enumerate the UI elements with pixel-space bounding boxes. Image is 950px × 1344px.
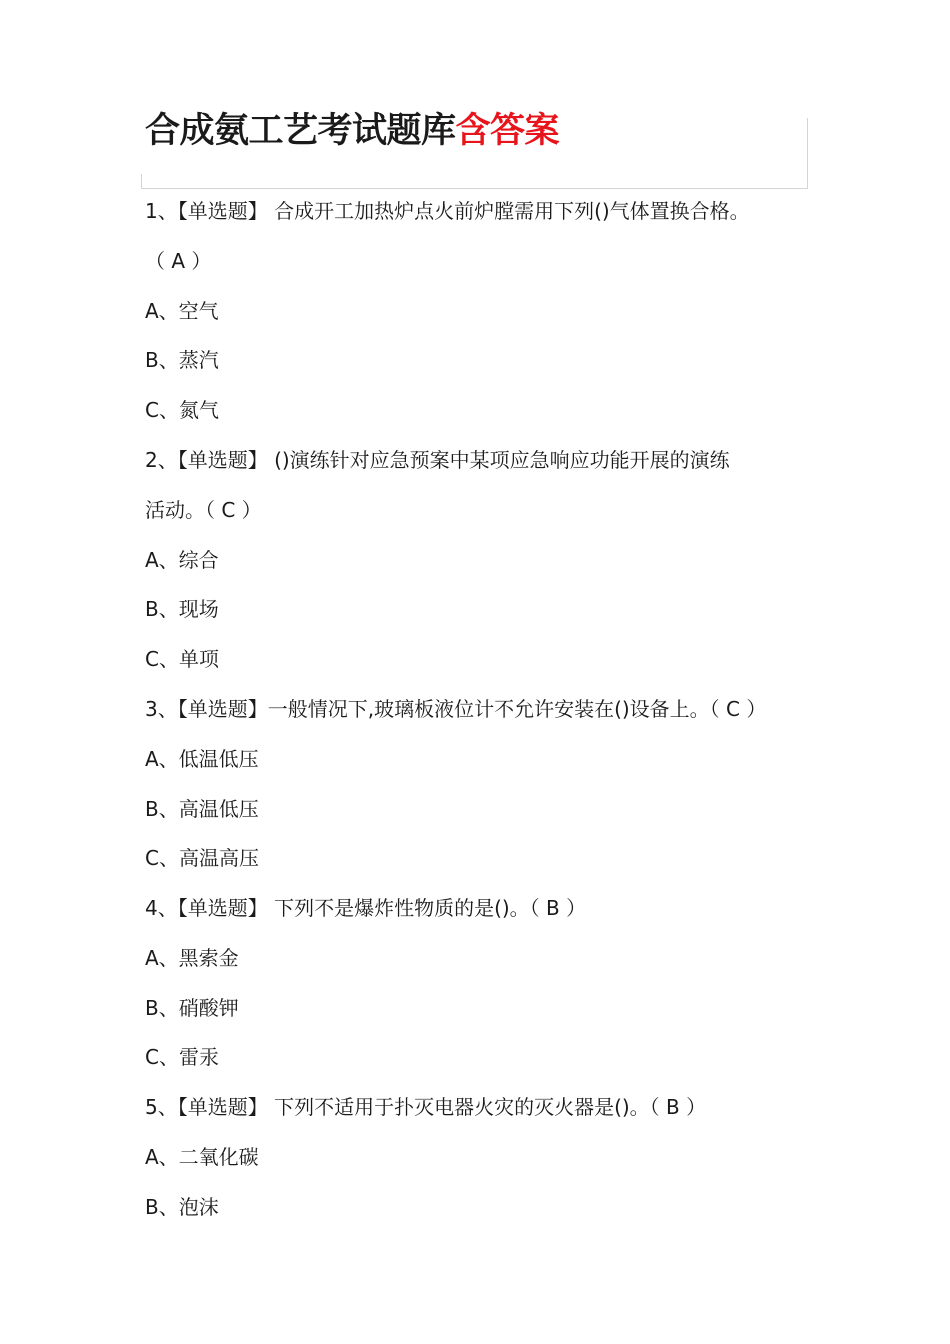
- question-2-option-a: A、综合: [145, 548, 219, 572]
- question-1-option-b: B、蒸汽: [145, 348, 219, 372]
- title-main: 合成氨工艺考试题库: [145, 111, 456, 151]
- document-title: [145, 106, 559, 156]
- question-2-stem: 2、【单选题】 ()演练针对应急预案中某项应急响应功能开展的演练: [145, 448, 730, 472]
- question-3-option-a: A、低温低压: [145, 747, 259, 771]
- question-1-option-a: A、空气: [145, 299, 219, 323]
- question-3-option-c: C、高温高压: [145, 846, 259, 870]
- title-highlight: 含答案: [455, 111, 560, 151]
- question-2-option-b: B、现场: [145, 597, 219, 621]
- question-1-option-c: C、氮气: [145, 398, 219, 422]
- question-1-answer: （ A ）: [145, 249, 212, 273]
- question-4-stem: 4、【单选题】 下列不是爆炸性物质的是()。（ B ）: [145, 896, 587, 920]
- question-4-option-a: A、黑索金: [145, 946, 239, 970]
- title-box: [142, 111, 808, 189]
- question-2-answer: 活动。（ C ）: [145, 498, 262, 522]
- question-3-option-b: B、高温低压: [145, 797, 259, 821]
- question-1-stem: 1、【单选题】 合成开工加热炉点火前炉膛需用下列()气体置换合格。: [145, 199, 750, 223]
- question-5-option-a: A、二氧化碳: [145, 1145, 259, 1169]
- question-3-stem: 3、【单选题】一般情况下,玻璃板液位计不允许安装在()设备上。（ C ）: [145, 697, 767, 721]
- question-4-option-b: B、硝酸钾: [145, 996, 239, 1020]
- question-5-stem: 5、【单选题】 下列不适用于扑灭电器火灾的灭火器是()。（ B ）: [145, 1095, 707, 1119]
- question-2-option-c: C、单项: [145, 647, 219, 671]
- question-4-option-c: C、雷汞: [145, 1045, 219, 1069]
- question-5-option-b: B、泡沫: [145, 1195, 219, 1219]
